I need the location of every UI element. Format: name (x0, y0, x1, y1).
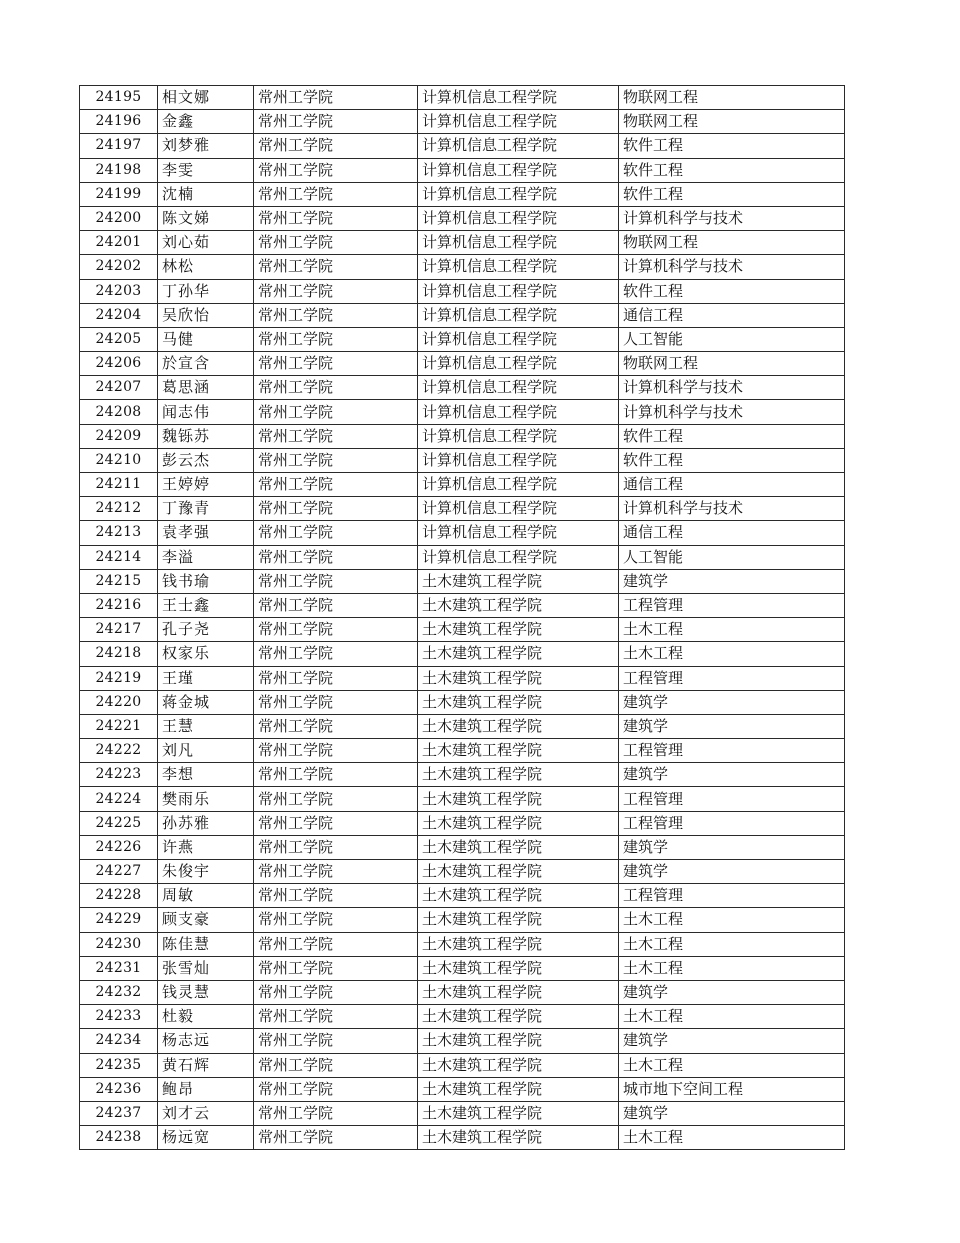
student-name-cell: 於宣含 (158, 352, 254, 376)
student-id-cell: 24217 (80, 618, 158, 642)
college-cell: 计算机信息工程学院 (418, 497, 619, 521)
student-id-cell: 24211 (80, 473, 158, 497)
table-row (80, 86, 845, 110)
major-cell: 建筑学 (619, 1101, 845, 1125)
student-id-cell: 24212 (80, 497, 158, 521)
college-cell: 计算机信息工程学院 (418, 206, 619, 230)
school-cell: 常州工学院 (254, 303, 418, 327)
school-cell: 常州工学院 (254, 497, 418, 521)
major-cell: 建筑学 (619, 835, 845, 859)
student-id-cell: 24218 (80, 642, 158, 666)
school-cell: 常州工学院 (254, 642, 418, 666)
student-id-cell: 24220 (80, 690, 158, 714)
student-name-cell: 顾支豪 (158, 908, 254, 932)
major-cell: 土木工程 (619, 956, 845, 980)
student-name-cell: 钱书瑜 (158, 569, 254, 593)
major-cell: 软件工程 (619, 158, 845, 182)
student-name-cell: 杨远宽 (158, 1126, 254, 1150)
student-name-cell: 蒋金城 (158, 690, 254, 714)
major-cell: 建筑学 (619, 1029, 845, 1053)
student-id-cell: 24215 (80, 569, 158, 593)
student-id-cell: 24232 (80, 980, 158, 1004)
student-id-cell: 24226 (80, 835, 158, 859)
major-cell: 计算机科学与技术 (619, 206, 845, 230)
table-row (80, 279, 845, 303)
table-row (80, 158, 845, 182)
major-cell: 建筑学 (619, 860, 845, 884)
student-name-cell: 陈佳慧 (158, 932, 254, 956)
student-name-cell: 刘梦雅 (158, 134, 254, 158)
school-cell: 常州工学院 (254, 1101, 418, 1125)
student-id-cell: 24229 (80, 908, 158, 932)
student-name-cell: 黄石辉 (158, 1053, 254, 1077)
table-row (80, 448, 845, 472)
college-cell: 土木建筑工程学院 (418, 569, 619, 593)
student-id-cell: 24222 (80, 739, 158, 763)
student-id-cell: 24206 (80, 352, 158, 376)
school-cell: 常州工学院 (254, 400, 418, 424)
college-cell: 土木建筑工程学院 (418, 618, 619, 642)
table-row (80, 255, 845, 279)
school-cell: 常州工学院 (254, 884, 418, 908)
major-cell: 软件工程 (619, 424, 845, 448)
college-cell: 土木建筑工程学院 (418, 763, 619, 787)
student-name-cell: 杜毅 (158, 1005, 254, 1029)
student-name-cell: 王婷婷 (158, 473, 254, 497)
table-row (80, 714, 845, 738)
student-id-cell: 24207 (80, 376, 158, 400)
student-id-cell: 24223 (80, 763, 158, 787)
major-cell: 通信工程 (619, 473, 845, 497)
table-row (80, 787, 845, 811)
college-cell: 计算机信息工程学院 (418, 158, 619, 182)
major-cell: 计算机科学与技术 (619, 400, 845, 424)
student-id-cell: 24224 (80, 787, 158, 811)
major-cell: 土木工程 (619, 642, 845, 666)
student-name-cell: 周敏 (158, 884, 254, 908)
school-cell: 常州工学院 (254, 980, 418, 1004)
major-cell: 物联网工程 (619, 86, 845, 110)
school-cell: 常州工学院 (254, 569, 418, 593)
school-cell: 常州工学院 (254, 666, 418, 690)
table-row (80, 521, 845, 545)
table-row (80, 182, 845, 206)
major-cell: 建筑学 (619, 690, 845, 714)
school-cell: 常州工学院 (254, 521, 418, 545)
student-id-cell: 24216 (80, 593, 158, 617)
student-name-cell: 朱俊宇 (158, 860, 254, 884)
major-cell: 物联网工程 (619, 352, 845, 376)
college-cell: 计算机信息工程学院 (418, 352, 619, 376)
school-cell: 常州工学院 (254, 956, 418, 980)
school-cell: 常州工学院 (254, 908, 418, 932)
table-row (80, 206, 845, 230)
student-id-cell: 24237 (80, 1101, 158, 1125)
table-row (80, 884, 845, 908)
student-name-cell: 马健 (158, 327, 254, 351)
college-cell: 土木建筑工程学院 (418, 787, 619, 811)
table-row (80, 400, 845, 424)
student-id-cell: 24198 (80, 158, 158, 182)
college-cell: 计算机信息工程学院 (418, 255, 619, 279)
table-row (80, 593, 845, 617)
school-cell: 常州工学院 (254, 593, 418, 617)
student-id-cell: 24225 (80, 811, 158, 835)
student-id-cell: 24219 (80, 666, 158, 690)
student-id-cell: 24195 (80, 86, 158, 110)
school-cell: 常州工学院 (254, 932, 418, 956)
college-cell: 土木建筑工程学院 (418, 593, 619, 617)
major-cell: 土木工程 (619, 1053, 845, 1077)
school-cell: 常州工学院 (254, 763, 418, 787)
table-row (80, 739, 845, 763)
college-cell: 土木建筑工程学院 (418, 739, 619, 763)
college-cell: 计算机信息工程学院 (418, 231, 619, 255)
college-cell: 土木建筑工程学院 (418, 884, 619, 908)
student-name-cell: 杨志远 (158, 1029, 254, 1053)
student-name-cell: 丁豫青 (158, 497, 254, 521)
major-cell: 软件工程 (619, 134, 845, 158)
major-cell: 工程管理 (619, 884, 845, 908)
college-cell: 土木建筑工程学院 (418, 1029, 619, 1053)
student-id-cell: 24210 (80, 448, 158, 472)
major-cell: 工程管理 (619, 666, 845, 690)
college-cell: 土木建筑工程学院 (418, 980, 619, 1004)
major-cell: 土木工程 (619, 1005, 845, 1029)
major-cell: 软件工程 (619, 448, 845, 472)
major-cell: 土木工程 (619, 932, 845, 956)
college-cell: 土木建筑工程学院 (418, 1126, 619, 1150)
college-cell: 土木建筑工程学院 (418, 714, 619, 738)
student-id-cell: 24208 (80, 400, 158, 424)
table-row (80, 666, 845, 690)
student-id-cell: 24234 (80, 1029, 158, 1053)
student-name-cell: 葛思涵 (158, 376, 254, 400)
school-cell: 常州工学院 (254, 787, 418, 811)
college-cell: 计算机信息工程学院 (418, 424, 619, 448)
table-row (80, 424, 845, 448)
major-cell: 城市地下空间工程 (619, 1077, 845, 1101)
major-cell: 建筑学 (619, 714, 845, 738)
student-id-cell: 24227 (80, 860, 158, 884)
college-cell: 土木建筑工程学院 (418, 860, 619, 884)
student-id-cell: 24203 (80, 279, 158, 303)
student-id-cell: 24228 (80, 884, 158, 908)
student-id-cell: 24233 (80, 1005, 158, 1029)
college-cell: 土木建筑工程学院 (418, 932, 619, 956)
major-cell: 建筑学 (619, 763, 845, 787)
student-name-cell: 张雪灿 (158, 956, 254, 980)
roster-body (80, 86, 845, 1150)
table-row (80, 303, 845, 327)
school-cell: 常州工学院 (254, 739, 418, 763)
school-cell: 常州工学院 (254, 811, 418, 835)
student-id-cell: 24238 (80, 1126, 158, 1150)
major-cell: 软件工程 (619, 279, 845, 303)
school-cell: 常州工学院 (254, 1053, 418, 1077)
student-id-cell: 24196 (80, 110, 158, 134)
student-name-cell: 魏铄苏 (158, 424, 254, 448)
school-cell: 常州工学院 (254, 1126, 418, 1150)
school-cell: 常州工学院 (254, 231, 418, 255)
major-cell: 通信工程 (619, 303, 845, 327)
student-name-cell: 许燕 (158, 835, 254, 859)
major-cell: 土木工程 (619, 618, 845, 642)
student-id-cell: 24236 (80, 1077, 158, 1101)
student-name-cell: 沈楠 (158, 182, 254, 206)
major-cell: 建筑学 (619, 980, 845, 1004)
college-cell: 土木建筑工程学院 (418, 908, 619, 932)
table-row (80, 642, 845, 666)
table-row (80, 231, 845, 255)
college-cell: 土木建筑工程学院 (418, 1077, 619, 1101)
table-row (80, 690, 845, 714)
school-cell: 常州工学院 (254, 327, 418, 351)
college-cell: 土木建筑工程学院 (418, 666, 619, 690)
major-cell: 工程管理 (619, 739, 845, 763)
table-row (80, 569, 845, 593)
table-row (80, 835, 845, 859)
school-cell: 常州工学院 (254, 1005, 418, 1029)
major-cell: 软件工程 (619, 182, 845, 206)
student-id-cell: 24213 (80, 521, 158, 545)
major-cell: 计算机科学与技术 (619, 255, 845, 279)
student-name-cell: 权家乐 (158, 642, 254, 666)
student-name-cell: 刘才云 (158, 1101, 254, 1125)
school-cell: 常州工学院 (254, 835, 418, 859)
student-name-cell: 李想 (158, 763, 254, 787)
college-cell: 土木建筑工程学院 (418, 811, 619, 835)
student-id-cell: 24231 (80, 956, 158, 980)
major-cell: 土木工程 (619, 908, 845, 932)
table-row (80, 1126, 845, 1150)
college-cell: 计算机信息工程学院 (418, 327, 619, 351)
school-cell: 常州工学院 (254, 158, 418, 182)
school-cell: 常州工学院 (254, 352, 418, 376)
major-cell: 土木工程 (619, 1126, 845, 1150)
school-cell: 常州工学院 (254, 1029, 418, 1053)
college-cell: 计算机信息工程学院 (418, 134, 619, 158)
table-row (80, 618, 845, 642)
table-row (80, 497, 845, 521)
student-name-cell: 樊雨乐 (158, 787, 254, 811)
college-cell: 计算机信息工程学院 (418, 376, 619, 400)
school-cell: 常州工学院 (254, 134, 418, 158)
student-id-cell: 24197 (80, 134, 158, 158)
major-cell: 通信工程 (619, 521, 845, 545)
student-id-cell: 24201 (80, 231, 158, 255)
school-cell: 常州工学院 (254, 86, 418, 110)
school-cell: 常州工学院 (254, 714, 418, 738)
college-cell: 土木建筑工程学院 (418, 1101, 619, 1125)
student-roster-table (79, 85, 845, 1150)
college-cell: 计算机信息工程学院 (418, 86, 619, 110)
student-id-cell: 24205 (80, 327, 158, 351)
table-row (80, 860, 845, 884)
table-row (80, 134, 845, 158)
student-id-cell: 24221 (80, 714, 158, 738)
student-name-cell: 彭云杰 (158, 448, 254, 472)
student-name-cell: 刘心茹 (158, 231, 254, 255)
student-name-cell: 李溢 (158, 545, 254, 569)
school-cell: 常州工学院 (254, 1077, 418, 1101)
major-cell: 物联网工程 (619, 231, 845, 255)
student-id-cell: 24202 (80, 255, 158, 279)
school-cell: 常州工学院 (254, 376, 418, 400)
school-cell: 常州工学院 (254, 279, 418, 303)
student-name-cell: 金鑫 (158, 110, 254, 134)
table-row (80, 352, 845, 376)
college-cell: 计算机信息工程学院 (418, 448, 619, 472)
student-name-cell: 袁孝强 (158, 521, 254, 545)
college-cell: 计算机信息工程学院 (418, 400, 619, 424)
table-row (80, 376, 845, 400)
college-cell: 计算机信息工程学院 (418, 182, 619, 206)
school-cell: 常州工学院 (254, 206, 418, 230)
table-row (80, 1077, 845, 1101)
school-cell: 常州工学院 (254, 424, 418, 448)
school-cell: 常州工学院 (254, 182, 418, 206)
table-row (80, 473, 845, 497)
student-id-cell: 24214 (80, 545, 158, 569)
college-cell: 计算机信息工程学院 (418, 303, 619, 327)
school-cell: 常州工学院 (254, 545, 418, 569)
major-cell: 工程管理 (619, 787, 845, 811)
table-row (80, 1053, 845, 1077)
table-row (80, 327, 845, 351)
student-name-cell: 孙苏雅 (158, 811, 254, 835)
major-cell: 计算机科学与技术 (619, 376, 845, 400)
student-name-cell: 钱灵慧 (158, 980, 254, 1004)
student-name-cell: 陈文娣 (158, 206, 254, 230)
student-name-cell: 闻志伟 (158, 400, 254, 424)
college-cell: 计算机信息工程学院 (418, 279, 619, 303)
table-row (80, 763, 845, 787)
table-row (80, 980, 845, 1004)
table-row (80, 811, 845, 835)
student-id-cell: 24209 (80, 424, 158, 448)
student-name-cell: 王慧 (158, 714, 254, 738)
college-cell: 计算机信息工程学院 (418, 545, 619, 569)
major-cell: 计算机科学与技术 (619, 497, 845, 521)
college-cell: 土木建筑工程学院 (418, 1053, 619, 1077)
major-cell: 人工智能 (619, 545, 845, 569)
table-row (80, 1101, 845, 1125)
major-cell: 工程管理 (619, 811, 845, 835)
student-id-cell: 24230 (80, 932, 158, 956)
college-cell: 计算机信息工程学院 (418, 521, 619, 545)
college-cell: 计算机信息工程学院 (418, 473, 619, 497)
table-row (80, 110, 845, 134)
student-name-cell: 刘凡 (158, 739, 254, 763)
student-name-cell: 吴欣怡 (158, 303, 254, 327)
school-cell: 常州工学院 (254, 448, 418, 472)
student-id-cell: 24235 (80, 1053, 158, 1077)
college-cell: 土木建筑工程学院 (418, 835, 619, 859)
table-row (80, 956, 845, 980)
student-id-cell: 24199 (80, 182, 158, 206)
major-cell: 工程管理 (619, 593, 845, 617)
table-row (80, 932, 845, 956)
student-name-cell: 林松 (158, 255, 254, 279)
table-row (80, 1005, 845, 1029)
college-cell: 土木建筑工程学院 (418, 1005, 619, 1029)
college-cell: 计算机信息工程学院 (418, 110, 619, 134)
major-cell: 人工智能 (619, 327, 845, 351)
student-name-cell: 王瑾 (158, 666, 254, 690)
student-name-cell: 李雯 (158, 158, 254, 182)
student-id-cell: 24204 (80, 303, 158, 327)
school-cell: 常州工学院 (254, 860, 418, 884)
school-cell: 常州工学院 (254, 690, 418, 714)
major-cell: 建筑学 (619, 569, 845, 593)
college-cell: 土木建筑工程学院 (418, 690, 619, 714)
student-name-cell: 相文娜 (158, 86, 254, 110)
student-name-cell: 丁孙华 (158, 279, 254, 303)
school-cell: 常州工学院 (254, 618, 418, 642)
school-cell: 常州工学院 (254, 473, 418, 497)
student-id-cell: 24200 (80, 206, 158, 230)
school-cell: 常州工学院 (254, 110, 418, 134)
table-row (80, 908, 845, 932)
college-cell: 土木建筑工程学院 (418, 956, 619, 980)
table-row (80, 1029, 845, 1053)
table-row (80, 545, 845, 569)
college-cell: 土木建筑工程学院 (418, 642, 619, 666)
student-name-cell: 孔子尧 (158, 618, 254, 642)
student-name-cell: 王士鑫 (158, 593, 254, 617)
school-cell: 常州工学院 (254, 255, 418, 279)
student-name-cell: 鲍昂 (158, 1077, 254, 1101)
major-cell: 物联网工程 (619, 110, 845, 134)
